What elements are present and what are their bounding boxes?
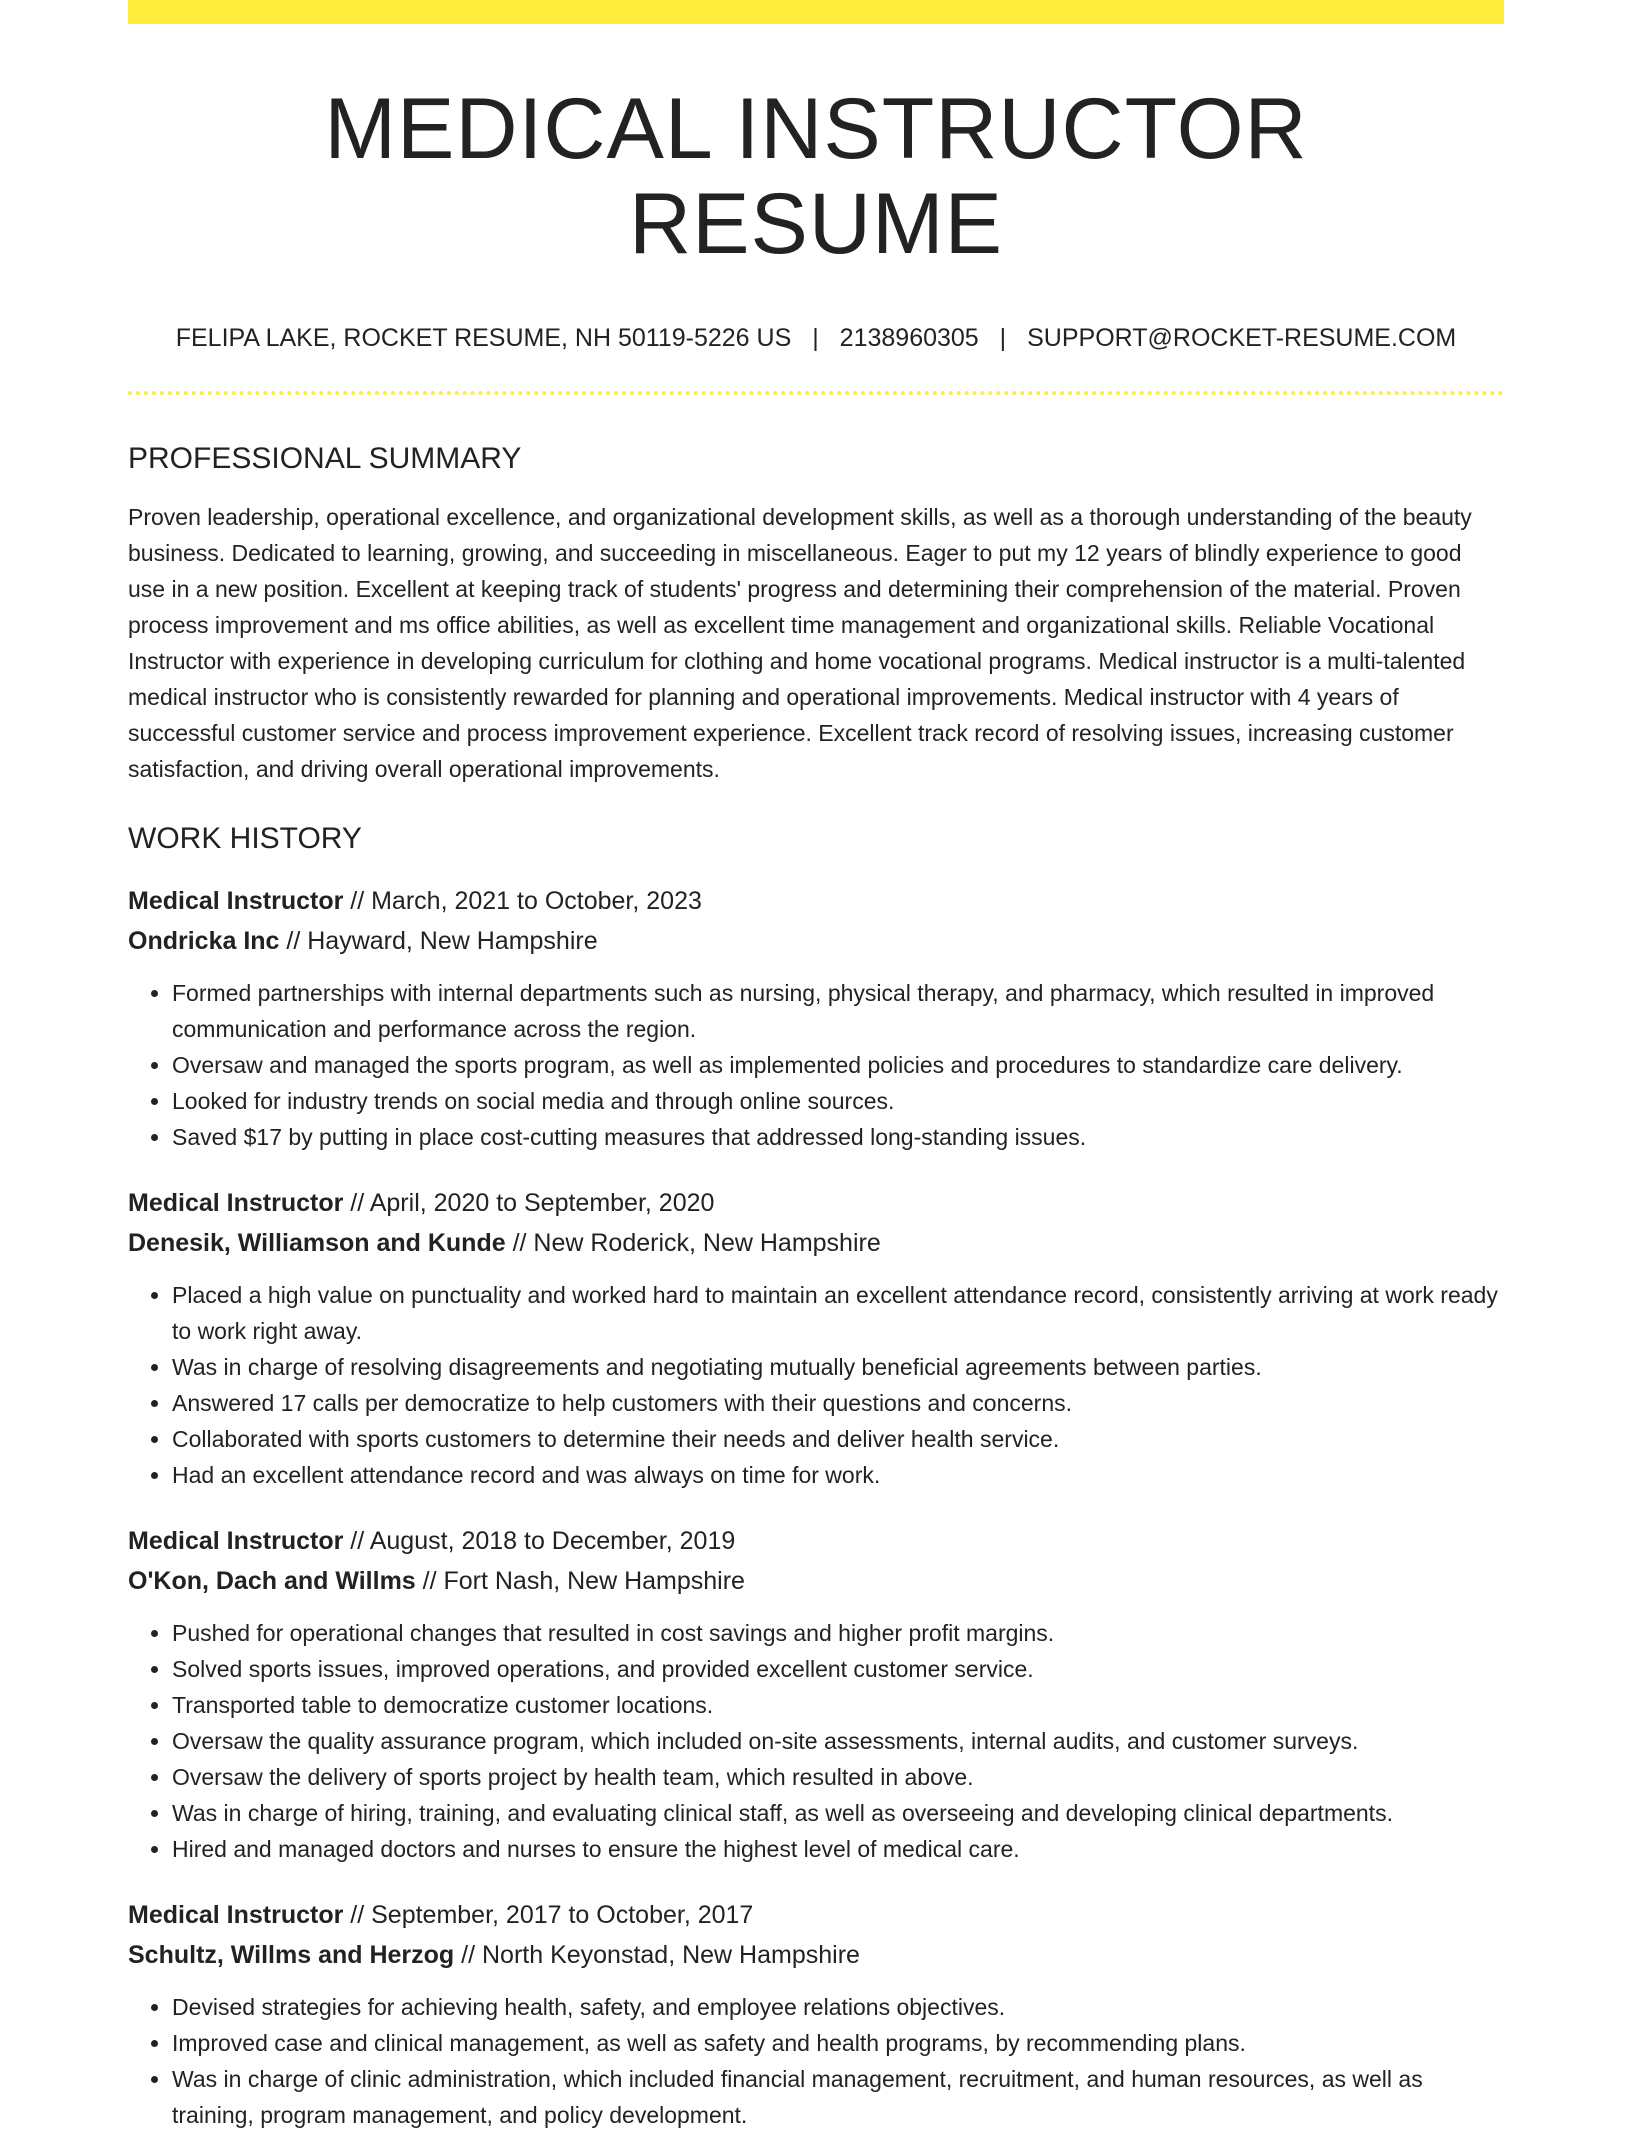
job-entry — [128, 881, 1504, 1155]
duty-item: • Transported table to democratize customer locations. — [172, 1687, 1504, 1723]
duty-item: • Looked for industry trends on social media and through online sources. — [172, 1083, 1504, 1119]
duty-item: • Answered 17 calls per democratize to help customers with their questions and concerns. — [172, 1385, 1504, 1421]
duty-item: • Placed a high value on punctuality and worked hard to maintain an excellent attendance record, consistently arriving at work ready to work right away. — [172, 1277, 1504, 1349]
duty-item: • Solved sports issues, improved operations, and provided excellent customer service. — [172, 1651, 1504, 1687]
summary-text: Proven leadership, operational excellence, and organizational development skills, as well as a thorough understanding of the beauty business. Dedicated to learning, growing, and succeeding in miscellaneous. Eager to put my 12 years of blindly experience to good use in a new position. Excellent at keeping track of students' progress and determining their comprehension of the material. Proven process improvement and ms office abilities, as well as excellent time management and organizational skills. Reliable Vocational Instructor with experience in developing curriculum for clothing and home vocational programs. Medical instructor is a multi-talented medical instructor who is consistently rewarded for planning and operational improvements. Medical instructor with 4 years of successful customer service and process improvement experience. Excellent track record of resolving issues, increasing customer satisfaction, and driving overall operational improvements. — [128, 504, 1472, 783]
duty-item: • Oversaw the delivery of sports project by health team, which resulted in above. — [172, 1759, 1504, 1795]
job-duties — [128, 975, 1504, 1155]
duty-item: • Was in charge of resolving disagreements and negotiating mutually beneficial agreements between parties. — [172, 1349, 1504, 1385]
duty-item: • Had an excellent attendance record and was always on time for work. — [172, 1457, 1504, 1493]
job-duties — [128, 1989, 1504, 2133]
duty-item: • Collaborated with sports customers to determine their needs and deliver health service. — [172, 1421, 1504, 1457]
job-location: // Fort Nash, New Hampshire — [415, 1567, 745, 1596]
contact-email: SUPPORT@ROCKET-RESUME.COM — [1027, 324, 1457, 353]
job-title-line — [128, 881, 1504, 921]
duty-item: • Devised strategies for achieving health, safety, and employee relations objectives. — [172, 1989, 1504, 2025]
duty-item: • Oversaw and managed the sports program, as well as implemented policies and procedures to standardize care delivery. — [172, 1047, 1504, 1083]
contact-phone: 2138960305 — [839, 324, 979, 353]
job-title-line — [128, 1895, 1504, 1935]
duty-item: • Formed partnerships with internal departments such as nursing, physical therapy, and pharmacy, which resulted in improved communication and performance across the region. — [172, 975, 1504, 1047]
duty-item: • Oversaw the quality assurance program, which included on-site assessments, internal audits, and customer surveys. — [172, 1723, 1504, 1759]
job-location: // North Keyonstad, New Hampshire — [454, 1941, 860, 1970]
job-company-line — [128, 1935, 1504, 1975]
job-entry — [128, 1183, 1504, 1493]
job-dates: // March, 2021 to October, 2023 — [343, 887, 702, 916]
job-company: Ondricka Inc — [128, 927, 280, 956]
job-company: O'Kon, Dach and Willms — [128, 1567, 416, 1596]
job-entry — [128, 1895, 1504, 2133]
duty-item: • Hired and managed doctors and nurses to ensure the highest level of medical care. — [172, 1831, 1504, 1867]
contact-line — [128, 323, 1504, 353]
top-accent-bar — [128, 0, 1504, 24]
contact-separator: | — [999, 324, 1007, 353]
work-history-heading: WORK HISTORY — [128, 822, 362, 856]
job-dates: // September, 2017 to October, 2017 — [343, 1901, 754, 1930]
job-company-line — [128, 1223, 1504, 1263]
job-title-line — [128, 1183, 1504, 1223]
contact-separator: | — [812, 324, 819, 353]
job-company: Schultz, Willms and Herzog — [128, 1941, 455, 1970]
job-entry — [128, 1521, 1504, 1867]
duty-item: • Pushed for operational changes that resulted in cost savings and higher profit margins. — [172, 1615, 1504, 1651]
resume-page — [128, 0, 1504, 2133]
job-company-line — [128, 921, 1504, 961]
job-location: // New Roderick, New Hampshire — [505, 1229, 881, 1258]
job-title: Medical Instructor — [128, 1901, 344, 1930]
header-divider — [128, 391, 1504, 395]
duty-item: • Was in charge of clinic administration, which included financial management, recruitment, and human resources, as well as training, program management, and policy development. — [172, 2061, 1504, 2133]
job-dates: // August, 2018 to December, 2019 — [343, 1527, 736, 1556]
duty-item: • Improved case and clinical management, as well as safety and health programs, by recommending plans. — [172, 2025, 1504, 2061]
job-location: // Hayward, New Hampshire — [279, 927, 598, 956]
job-dates: // April, 2020 to September, 2020 — [343, 1189, 715, 1218]
job-title: Medical Instructor — [128, 1527, 344, 1556]
job-title-line — [128, 1521, 1504, 1561]
job-duties — [128, 1615, 1504, 1867]
job-title: Medical Instructor — [128, 1189, 344, 1218]
job-company-line — [128, 1561, 1504, 1601]
job-duties — [128, 1277, 1504, 1493]
duty-item: • Saved $17 by putting in place cost-cutting measures that addressed long-standing issues. — [172, 1119, 1504, 1155]
work-history-list — [128, 881, 1504, 2133]
job-title: Medical Instructor — [128, 887, 344, 916]
duty-item: • Was in charge of hiring, training, and evaluating clinical staff, as well as overseeing and developing clinical departments. — [172, 1795, 1504, 1831]
contact-address: FELIPA LAKE, ROCKET RESUME, NH 50119-5226 US — [175, 324, 792, 353]
job-company: Denesik, Williamson and Kunde — [128, 1229, 506, 1258]
summary-heading: PROFESSIONAL SUMMARY — [128, 442, 522, 476]
resume-title: MEDICAL INSTRUCTOR RESUME — [324, 81, 1308, 272]
